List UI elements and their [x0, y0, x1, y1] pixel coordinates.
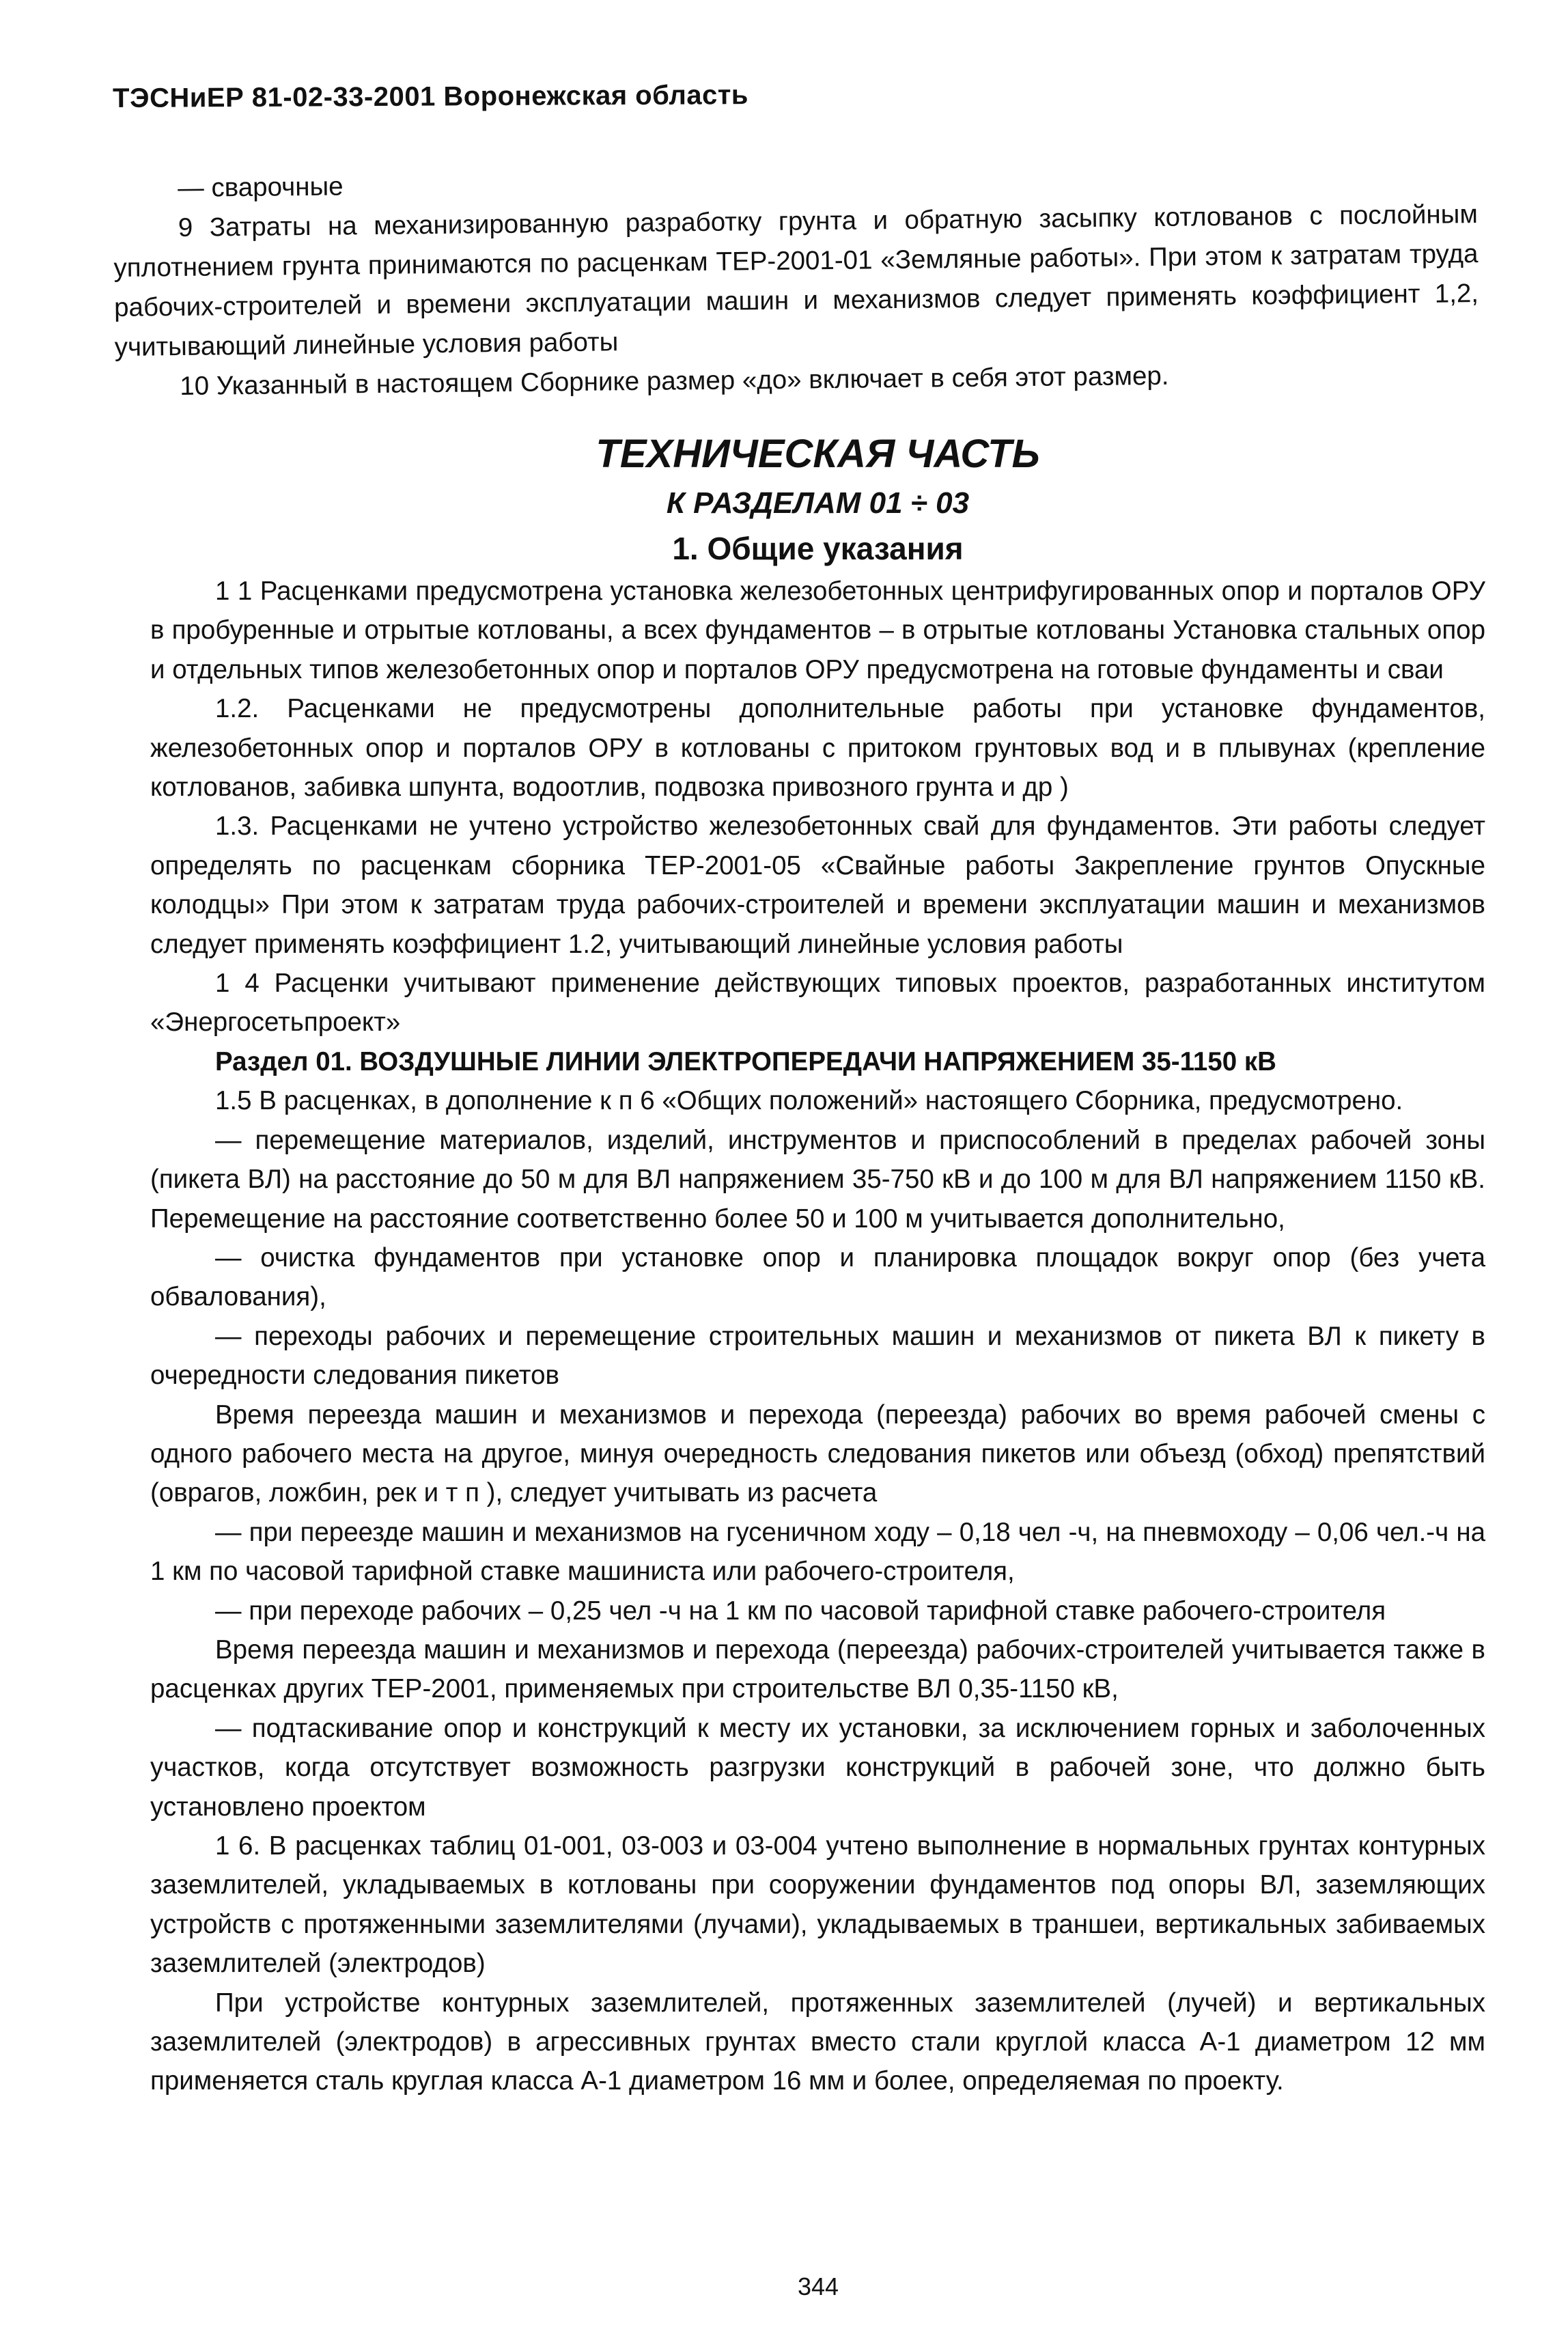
- running-header: ТЭСНиЕР 81-02-33-2001 Воронежская область: [113, 80, 749, 113]
- paragraph: 1.5 В расценках, в дополнение к п 6 «Общих положений» настоящего Сборника, предусмотрено.: [215, 1086, 1403, 1116]
- paragraph: Время переезда машин и механизмов и перехода (переезда) рабочих-строителей учитывается также в расценках других ТЕР-2001, применяемых при строительстве ВЛ 0,35-1150 кВ,: [150, 1634, 1485, 1704]
- paragraph: Время переезда машин и механизмов и перехода (переезда) рабочих во время рабочей смены с одного рабочего места на другое, минуя очередность следования пикетов или объезд (обход) препятствий (оврагов, ложбин, рек и т п ), следует учитывать из расчета: [150, 1400, 1485, 1508]
- paragraph: 1 6. В расценках таблиц 01-001, 03-003 и 03-004 учтено выполнение в нормальных грунтах контурных заземлителей, укладываемых в котлованы при сооружении фундаментов под опоры ВЛ, заземляющих устройств с протяженными заземлителями (лучами), укладываемых в траншеи, вертикальных забиваемых заземлителей (электродов): [150, 1831, 1485, 1979]
- list-item: — очистка фундаментов при установке опор и планировка площадок вокруг опор (без учета обвалования),: [150, 1242, 1485, 1312]
- paragraph: 1 4 Расценки учитывают применение действующих типовых проектов, разработанных институтом «Энергосетьпроект»: [150, 969, 1485, 1038]
- paragraph: 1 1 Расценками предусмотрена установка железобетонных центрифугированных опор и порталов ОРУ в пробуренные и отрытые котлованы, а всех фундаментов – в отрытые котлованы Установка стальных опор и отдельных типов железобетонных опор и порталов ОРУ предусмотрена на готовые фундаменты и сваи: [150, 576, 1485, 684]
- list-item: — при переходе рабочих – 0,25 чел -ч на 1 км по часовой тарифной ставке рабочего-строителя: [215, 1596, 1386, 1626]
- paragraph: При устройстве контурных заземлителей, протяженных заземлителей (лучей) и вертикальных заземлителей (электродов) в агрессивных грунтах вместо стали круглой класса А-1 диаметром 12 мм применяется сталь круглая класса А-1 диаметром 16 мм и более, определяемая по проекту.: [150, 1988, 1485, 2096]
- list-item: — при переезде машин и механизмов на гусеничном ходу – 0,18 чел -ч, на пневмоходу – 0,06 чел.-ч на 1 км по часовой тарифной ставке машиниста или рабочего-строителя,: [150, 1517, 1485, 1587]
- heading-general-instructions: 1. Общие указания: [672, 531, 964, 566]
- list-item: — сварочные: [178, 171, 344, 204]
- list-item: — подтаскивание опор и конструкций к месту их установки, за исключением горных и заболоченных участков, когда отсутствует возможность разгрузки конструкций в рабочей зоне, что должно быть установлено проектом: [150, 1713, 1485, 1822]
- section-title: ТЕХНИЧЕСКАЯ ЧАСТЬ: [596, 432, 1040, 476]
- paragraph: 10 Указанный в настоящем Сборнике размер «до» включает в себя этот размер.: [180, 361, 1169, 401]
- list-item: — перемещение материалов, изделий, инструментов и приспособлений в пределах рабочей зоны (пикета ВЛ) на расстояние до 50 м для ВЛ напряжением 35-750 кВ и до 100 м для ВЛ напряжением 1150 кВ. Перемещение на расстояние соответственно более 50 и 100 м учитывается дополнительно,: [150, 1125, 1485, 1234]
- page-number: 344: [797, 2272, 839, 2300]
- section-subtitle: К РАЗДЕЛАМ 01 ÷ 03: [666, 486, 970, 520]
- paragraph: 9 Затраты на механизированную разработку грунта и обратную засыпку котлованов с послойным уплотнением грунта принимаются по расценкам ТЕР-2001-01 «Земляные работы». При этом к затратам труда рабочих-строителей и времени эксплуатации машин и механизмов следует применять коэффициент 1,2, учитывающий линейные условия работы: [113, 199, 1479, 362]
- list-item: — переходы рабочих и перемещение строительных машин и механизмов от пикета ВЛ к пикету в очередности следования пикетов: [150, 1321, 1485, 1391]
- technical-part: [150, 427, 1485, 2101]
- continuation-block: [113, 155, 1480, 407]
- paragraph: 1.3. Расценками не учтено устройство железобетонных свай для фундаментов. Эти работы следует определять по расценкам сборника ТЕР-2001-05 «Свайные работы Закрепление грунтов Опускные колодцы» При этом к затратам труда рабочих-строителей и времени эксплуатации машин и механизмов следует применять коэффициент 1.2, учитывающий линейные условия работы: [150, 811, 1485, 959]
- heading-razdel-01: Раздел 01. ВОЗДУШНЫЕ ЛИНИИ ЭЛЕКТРОПЕРЕДАЧИ НАПРЯЖЕНИЕМ 35-1150 кВ: [215, 1046, 1276, 1076]
- paragraph: 1.2. Расценками не предусмотрены дополнительные работы при установке фундаментов, железобетонных опор и порталов ОРУ в котлованы с притоком грунтовых вод и в плывунах (крепление котлованов, забивка шпунта, водоотлив, подвозка привозного грунта и др ): [150, 694, 1485, 803]
